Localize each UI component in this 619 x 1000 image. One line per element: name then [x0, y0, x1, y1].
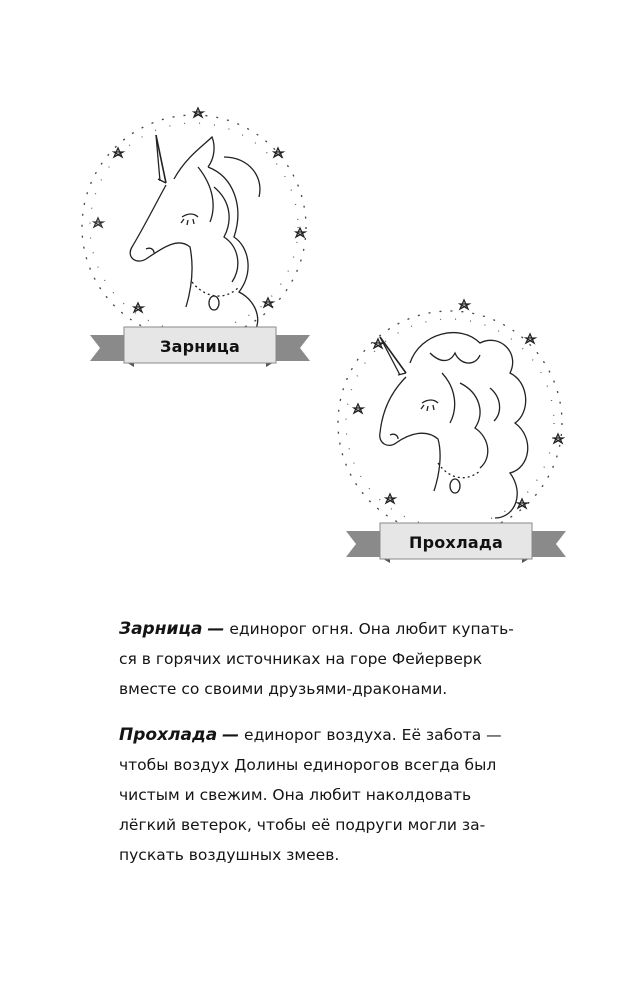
text-line: пускать воздушных змеев.	[119, 846, 340, 864]
text-fragment: единорог огня. Она любит купать-	[229, 620, 514, 638]
name-ribbon	[124, 327, 276, 365]
description-prokhlada	[119, 720, 551, 870]
unicorn-name-lead: Прохлада	[119, 725, 218, 745]
description-zarnitsa	[119, 614, 551, 704]
dash: —	[207, 619, 225, 639]
text-line: лёгкий ветерок, чтобы её подруги могли за-	[119, 816, 486, 834]
text-line: чтобы воздух Долины единорогов всегда был	[119, 756, 497, 774]
text-line: ся в горячих источниках на горе Фейерверк	[119, 650, 483, 668]
text-line: вместе со своими друзьями-драконами.	[119, 680, 448, 698]
unicorn-name-label: Прохлада	[409, 532, 503, 552]
text-fragment: единорог воздуха. Её забота —	[244, 726, 502, 744]
text-line	[119, 720, 551, 750]
text-line	[119, 614, 551, 644]
unicorn-name-label: Зарница	[160, 336, 240, 356]
unicorn-portrait-zarnitsa	[74, 97, 326, 387]
text-line: чистым и свежим. Она любит наколдовать	[119, 786, 472, 804]
unicorn-portrait-prokhlada	[330, 293, 582, 583]
unicorn-name-lead: Зарница	[119, 619, 203, 639]
name-ribbon	[380, 523, 532, 561]
dash: —	[222, 725, 240, 745]
